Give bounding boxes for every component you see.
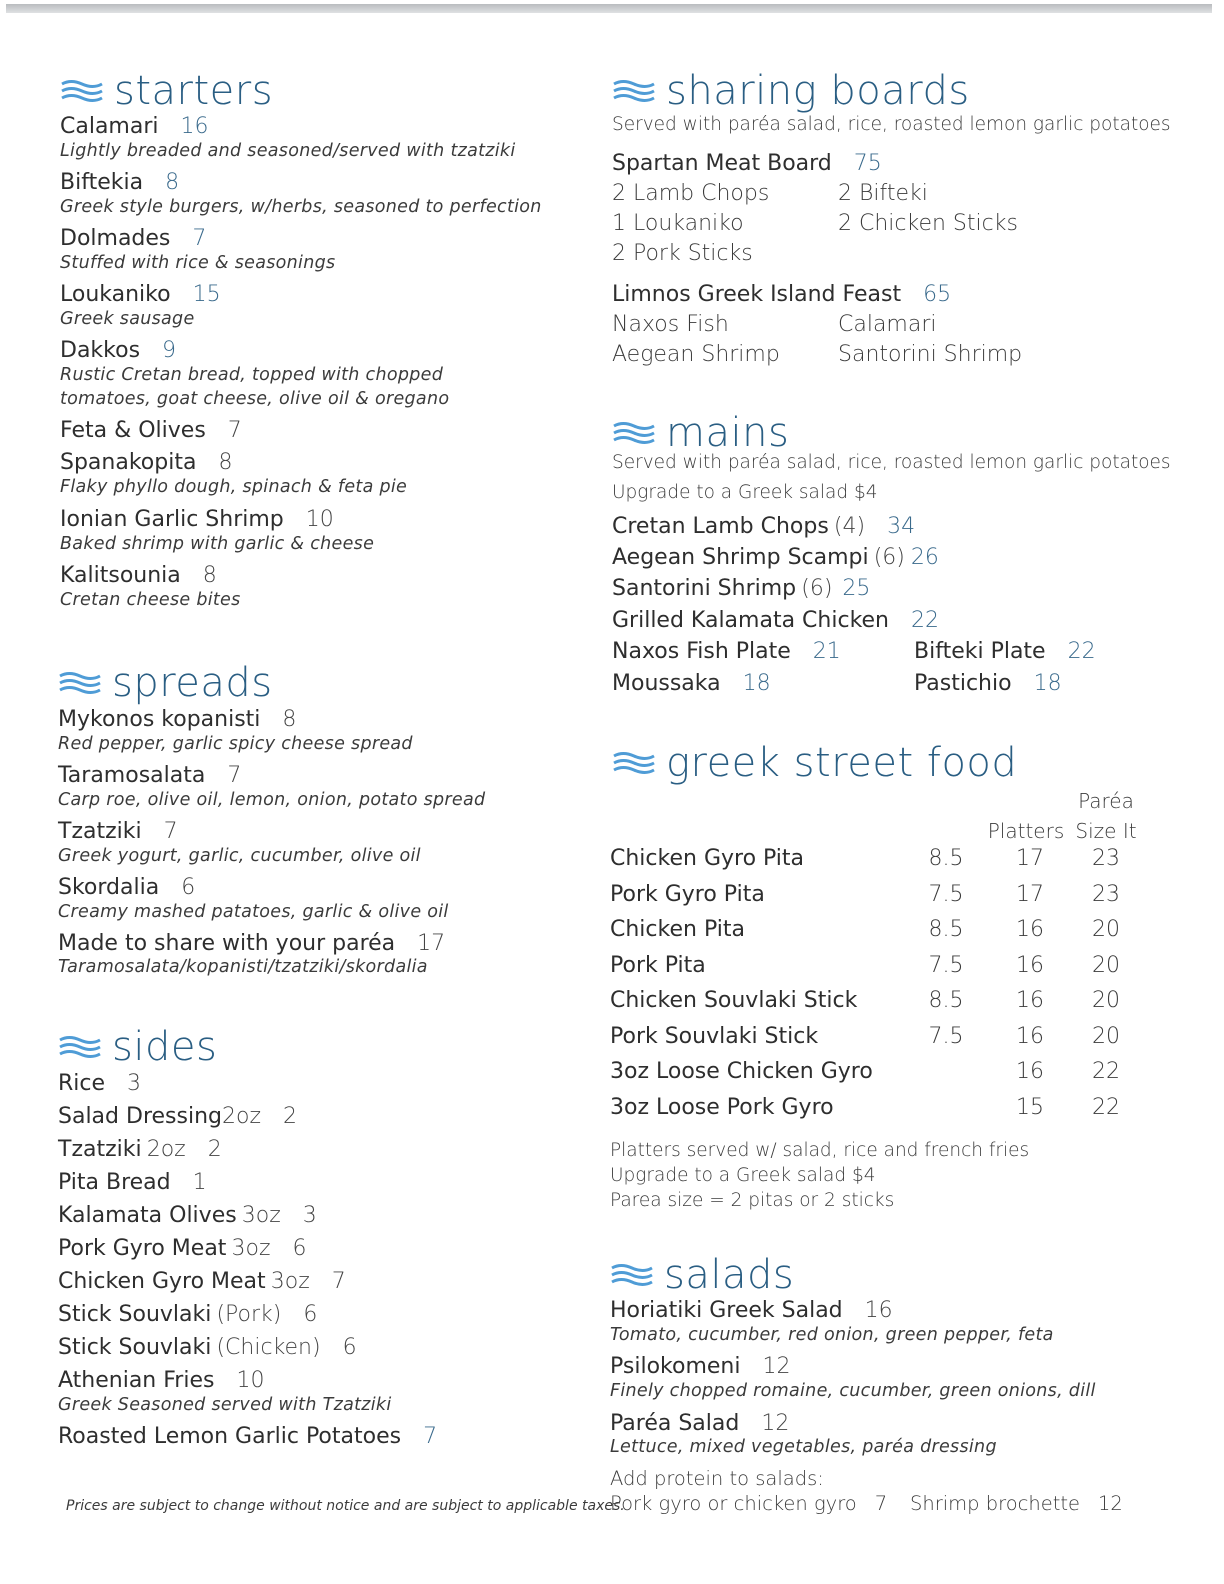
board-component: 2 Lamb Chops — [612, 181, 770, 206]
menu-item: Kalamata Olives 3oz 3 — [58, 1203, 317, 1228]
street-price-parea: 22 — [1092, 1094, 1120, 1120]
scan-top-edge — [6, 4, 1212, 13]
protein-title: Add protein to salads: — [610, 1467, 824, 1490]
menu-item: Taramosalata 7 — [58, 763, 242, 788]
column-header-parea-size: Size It — [1075, 819, 1137, 843]
board-component: 2 Pork Sticks — [612, 241, 753, 266]
menu-item: Mykonos kopanisti 8 — [58, 707, 297, 732]
menu-item: Dakkos 9 — [60, 338, 177, 363]
item-description: Flaky phyllo dough, spinach & feta pie — [60, 477, 408, 497]
menu-item: Pork Gyro Meat 3oz 6 — [58, 1236, 307, 1261]
price-disclaimer: Prices are subject to change without notice and are subject to applicable taxes. — [66, 1498, 625, 1514]
street-price-platter: 16 — [1016, 952, 1044, 978]
menu-item: Kalitsounia 8 — [60, 563, 217, 588]
menu-item: Athenian Fries 10 — [58, 1368, 265, 1393]
section-title: sharing boards — [666, 68, 970, 114]
board-component: Santorini Shrimp — [838, 342, 1023, 367]
street-price-single: 8.5 — [928, 846, 964, 871]
street-price-platter: 17 — [1016, 881, 1044, 907]
menu-item: Stick Souvlaki (Chicken) 6 — [58, 1335, 357, 1360]
item-description: Red pepper, garlic spicy cheese spread — [58, 734, 413, 754]
street-note: Upgrade to a Greek salad $4 — [610, 1165, 876, 1186]
section-subtitle: Served with paréa salad, rice, roasted lemon garlic potatoes — [612, 114, 1171, 135]
street-item-name: Chicken Gyro Pita — [610, 846, 805, 871]
item-description: Greek style burgers, w/herbs, seasoned to perfection — [60, 197, 542, 217]
street-price-parea: 23 — [1092, 881, 1120, 907]
menu-item: Naxos Fish Plate 21 — [612, 639, 841, 664]
street-price-single: 7.5 — [928, 1023, 964, 1049]
menu-item: Bifteki Plate 22 — [914, 639, 1096, 664]
street-item-name: Chicken Souvlaki Stick — [610, 988, 858, 1013]
street-price-platter: 16 — [1016, 988, 1044, 1013]
street-item-name: Pork Souvlaki Stick — [610, 1023, 819, 1049]
street-price-platter: 15 — [1016, 1094, 1044, 1120]
menu-item: Aegean Shrimp Scampi (6) 26 — [612, 545, 939, 570]
protein-option: Shrimp brochette 12 — [910, 1492, 1123, 1515]
item-description: tomatoes, goat cheese, olive oil & oregano — [60, 389, 450, 409]
street-price-parea: 20 — [1092, 917, 1120, 942]
menu-item: Limnos Greek Island Feast 65 — [612, 282, 952, 307]
menu-item: Biftekia 8 — [60, 170, 180, 195]
street-price-single: 7.5 — [928, 952, 964, 978]
wave-icon — [612, 79, 656, 103]
section-subtitle: Served with paréa salad, rice, roasted lemon garlic potatoes — [612, 452, 1171, 473]
street-price-platter: 16 — [1016, 1059, 1044, 1084]
menu-item: Loukaniko 15 — [60, 282, 221, 307]
wave-icon — [60, 79, 104, 103]
item-description: Greek sausage — [60, 309, 195, 329]
menu-item: Feta & Olives 7 — [60, 418, 242, 443]
section-header-greek-street-food — [612, 740, 1017, 786]
section-header-spreads — [58, 660, 273, 706]
section-header-mains — [612, 410, 789, 456]
section-header-salads — [610, 1252, 794, 1298]
item-description: Creamy mashed patatoes, garlic & olive oil — [58, 902, 449, 922]
item-description: Cretan cheese bites — [60, 590, 241, 610]
section-title: greek street food — [666, 740, 1018, 786]
wave-icon — [610, 1263, 654, 1287]
upgrade-note: Upgrade to a Greek salad $4 — [612, 482, 878, 503]
menu-item: Pita Bread 1 — [58, 1170, 207, 1195]
section-header-starters — [60, 68, 273, 114]
item-description: Carp roe, olive oil, lemon, onion, potato spread — [58, 790, 486, 810]
item-description: Greek yogurt, garlic, cucumber, olive oil — [58, 846, 421, 866]
street-item-name: 3oz Loose Pork Gyro — [610, 1094, 834, 1120]
board-component: Aegean Shrimp — [612, 342, 780, 367]
board-component: 2 Bifteki — [838, 181, 928, 206]
menu-item: Cretan Lamb Chops (4) 34 — [612, 514, 916, 539]
street-price-single: 8.5 — [928, 988, 964, 1013]
street-item-name: Pork Pita — [610, 952, 706, 978]
street-price-platter: 16 — [1016, 917, 1044, 942]
column-header-parea: Paréa — [1078, 789, 1134, 813]
section-title: mains — [666, 410, 790, 456]
board-component: 1 Loukaniko — [612, 211, 744, 236]
menu-item: Made to share with your paréa 17 — [58, 931, 446, 956]
item-description: Greek Seasoned served with Tzatziki — [58, 1395, 392, 1415]
street-note: Platters served w/ salad, rice and french fries — [610, 1140, 1030, 1161]
item-description: Finely chopped romaine, cucumber, green onions, dill — [610, 1381, 1096, 1401]
street-item-name: 3oz Loose Chicken Gyro — [610, 1059, 873, 1084]
column-header-platters: Platters — [987, 819, 1065, 843]
section-title: sides — [112, 1024, 218, 1070]
menu-item: Tzatziki 2oz 2 — [58, 1137, 222, 1162]
menu-item: Horiatiki Greek Salad 16 — [610, 1298, 893, 1323]
wave-icon — [58, 671, 102, 695]
menu-item: Rice 3 — [58, 1071, 142, 1096]
street-price-parea: 22 — [1092, 1059, 1120, 1084]
section-title: spreads — [112, 660, 273, 706]
menu-item: Santorini Shrimp (6) 25 — [612, 576, 871, 601]
menu-item: Calamari 16 — [60, 114, 209, 139]
item-description: Lettuce, mixed vegetables, paréa dressing — [610, 1437, 997, 1457]
item-description: Stuffed with rice & seasonings — [60, 253, 336, 273]
menu-item: Roasted Lemon Garlic Potatoes 7 — [58, 1424, 438, 1449]
menu-item: Chicken Gyro Meat 3oz 7 — [58, 1269, 346, 1294]
street-price-parea: 20 — [1092, 952, 1120, 978]
menu-item: Paréa Salad 12 — [610, 1411, 790, 1436]
menu-item: Pastichio 18 — [914, 671, 1062, 696]
menu-item: Skordalia 6 — [58, 875, 196, 900]
section-header-sharing-boards — [612, 68, 970, 114]
item-description: Tomato, cucumber, red onion, green pepper, feta — [610, 1325, 1054, 1345]
item-description: Rustic Cretan bread, topped with chopped — [60, 365, 444, 385]
menu-item: Ionian Garlic Shrimp 10 — [60, 507, 334, 532]
wave-icon — [612, 751, 656, 775]
street-price-parea: 20 — [1092, 1023, 1120, 1049]
street-note: Parea size = 2 pitas or 2 sticks — [610, 1190, 895, 1211]
street-item-name: Pork Gyro Pita — [610, 881, 765, 907]
menu-item: Spartan Meat Board 75 — [612, 151, 882, 176]
menu-item: Moussaka 18 — [612, 671, 771, 696]
street-price-parea: 20 — [1092, 988, 1120, 1013]
section-header-sides — [58, 1024, 217, 1070]
wave-icon — [612, 421, 656, 445]
item-description: Baked shrimp with garlic & cheese — [60, 534, 375, 554]
menu-item: Psilokomeni 12 — [610, 1354, 791, 1379]
wave-icon — [58, 1035, 102, 1059]
street-price-platter: 17 — [1016, 846, 1044, 871]
street-price-parea: 23 — [1092, 846, 1120, 871]
menu-item: Salad Dressing2oz 2 — [58, 1104, 297, 1129]
street-item-name: Chicken Pita — [610, 917, 745, 942]
section-title: salads — [664, 1252, 795, 1298]
protein-option: Pork gyro or chicken gyro 7 — [610, 1492, 888, 1515]
menu-item: Stick Souvlaki (Pork) 6 — [58, 1302, 318, 1327]
section-title: starters — [114, 68, 274, 114]
item-description: Taramosalata/kopanisti/tzatziki/skordalia — [58, 957, 428, 977]
board-component: Naxos Fish — [612, 312, 729, 337]
item-description: Lightly breaded and seasoned/served with tzatziki — [60, 141, 516, 161]
board-component: 2 Chicken Sticks — [838, 211, 1018, 236]
street-price-single: 7.5 — [928, 881, 964, 907]
street-price-platter: 16 — [1016, 1023, 1044, 1049]
menu-item: Grilled Kalamata Chicken 22 — [612, 608, 939, 633]
street-price-single: 8.5 — [928, 917, 964, 942]
menu-item: Dolmades 7 — [60, 226, 207, 251]
menu-item: Spanakopita 8 — [60, 450, 233, 475]
menu-item: Tzatziki 7 — [58, 819, 178, 844]
board-component: Calamari — [838, 312, 937, 337]
